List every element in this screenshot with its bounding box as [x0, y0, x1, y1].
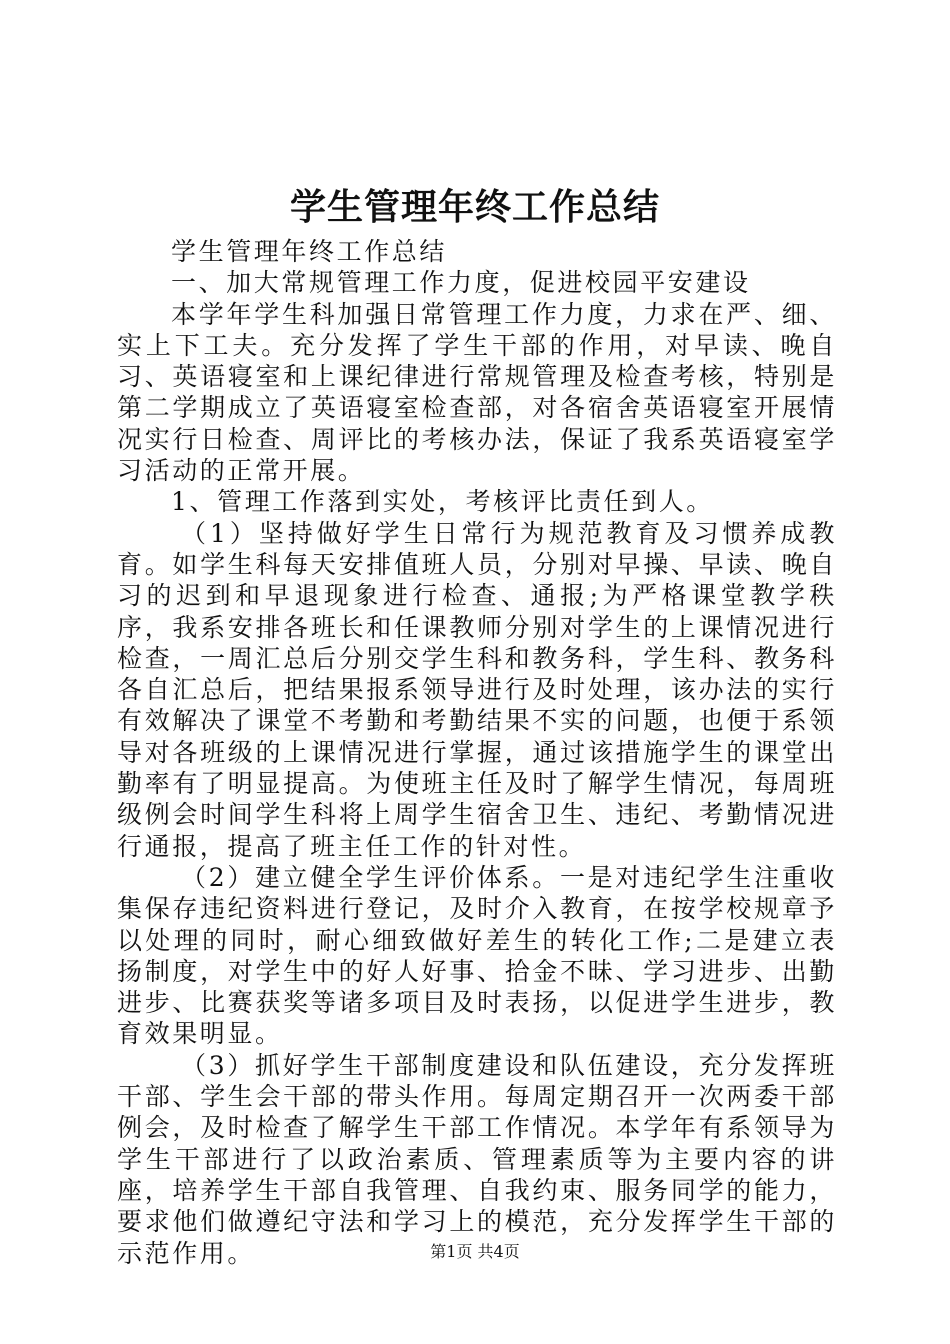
paragraph-item-3: （3）抓好学生干部制度建设和队伍建设，充分发挥班干部、学生会干部的带头作用。每周定期召开一次两委干部例会，及时检查了解学生干部工作情况。本学年有系领导为学生干部进行了以政治素质、管理素质等为主要内容的讲座，培养学生干部自我管理、自我约束、服务同学的能力，要求他们做遵纪守法和学习上的模范，充分发挥学生干部的示范作用。 [117, 1050, 837, 1268]
paragraph-subtitle: 学生管理年终工作总结 [171, 237, 448, 266]
page-number-footer: 第1页 共4页 [430, 1242, 520, 1261]
paragraph-intro: 本学年学生科加强日常管理工作力度，力求在严、细、实上下工夫。充分发挥了学生干部的作用，对早读、晚自习、英语寝室和上课纪律进行常规管理及检查考核，特别是第二学期成立了英语寝室检查部，对各宿舍英语寝室开展情况实行日检查、周评比的考核办法，保证了我系英语寝室学习活动的正常开展。 [117, 299, 837, 486]
paragraph-item-1: （1）坚持做好学生日常行为规范教育及习惯养成教育。如学生科每天安排值班人员，分别对早操、早读、晚自习的迟到和早退现象进行检查、通报;为严格课堂教学秩序，我系安排各班长和任课教师分别对学生的上课情况进行检查，一周汇总后分别交学生科和教务科，学生科、教务科各自汇总后，把结果报系领导进行及时处理，该办法的实行有效解决了课堂不考勤和考勤结果不实的问题，也便于系领导对各班级的上课情况进行掌握，通过该措施学生的课堂出勤率有了明显提高。为使班主任及时了解学生情况，每周班级例会时间学生科将上周学生宿舍卫生、违纪、考勤情况进行通报，提高了班主任工作的针对性。 [117, 518, 837, 861]
paragraph-subheading: 1、管理工作落到实处，考核评比责任到人。 [171, 487, 714, 517]
paragraph-section-heading: 一、加大常规管理工作力度，促进校园平安建设 [171, 268, 751, 298]
document-title: 学生管理年终工作总结 [289, 187, 660, 228]
paragraph-item-2: （2）建立健全学生评价体系。一是对违纪学生注重收集保存违纪资料进行登记，及时介入教育，在按学校规章予以处理的同时，耐心细致做好差生的转化工作;二是建立表扬制度，对学生中的好人好事、拾金不昧、学习进步、出勤进步、比赛获奖等诸多项目及时表扬，以促进学生进步，教育效果明显。 [117, 862, 837, 1049]
document-body [117, 236, 837, 1269]
